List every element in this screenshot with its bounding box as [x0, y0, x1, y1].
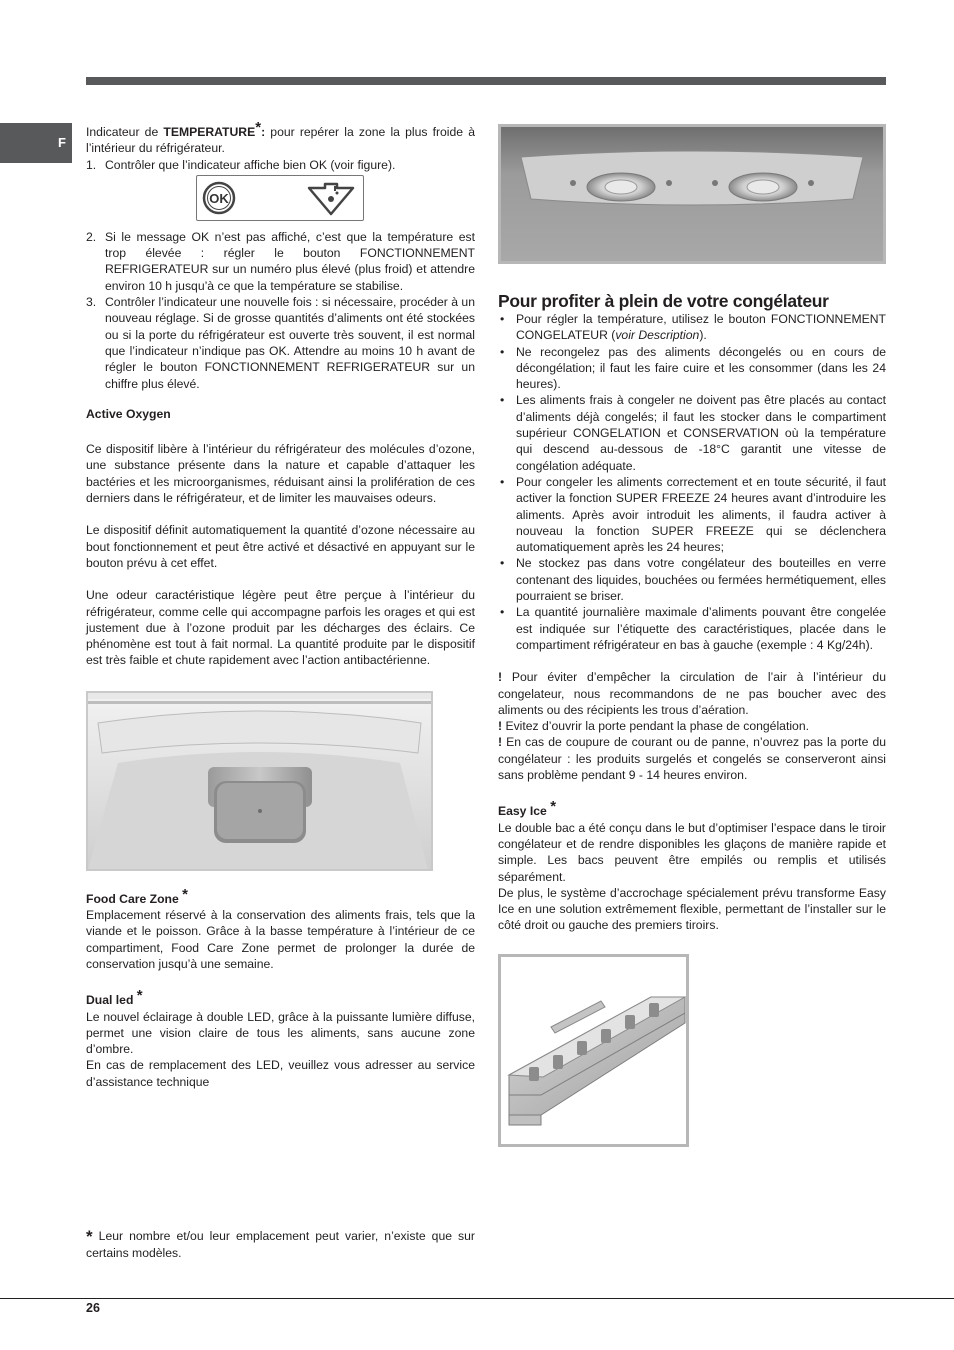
- ozone-device-illustration: [88, 693, 431, 869]
- left-column: [86, 119, 475, 1090]
- footnote-star: *: [86, 1227, 93, 1246]
- warning-icon: !: [498, 735, 503, 750]
- active-oxygen-paragraph: Une odeur caractéristique légère peut être perçue à l’intérieur du réfrigérateur, comme celle qui accompagne parfois les orages et qui est justement due à l’ozone produit par les décharges des éclairs. Ce phénomène est tout à fait normal. La quantité produite par le dispositif est très faible et chute rapidement avec l’action antibactérienne.: [86, 588, 475, 668]
- temperature-label: TEMPERATURE: [163, 125, 256, 139]
- warnings: [498, 669, 886, 783]
- active-oxygen-paragraph: Le dispositif définit automatiquement la quantité d’ozone nécessaire au bout fonctionnement et peut être activé et désactivé en appuyant sur le bouton prévu à cet effet.: [86, 523, 475, 570]
- footnote-star: *: [255, 119, 262, 136]
- temperature-steps-continued: [86, 229, 475, 392]
- temperature-steps: [86, 157, 475, 173]
- active-oxygen-photo: [86, 691, 433, 871]
- ice-tray-illustration: [501, 957, 686, 1144]
- footnote-star: *: [182, 885, 188, 903]
- warning-icon: !: [498, 670, 503, 685]
- step-item: 1. Contrôler que l’indicateur affiche bien OK (voir figure).: [86, 157, 396, 172]
- right-column: [498, 124, 886, 1147]
- footnote-star: *: [550, 798, 557, 816]
- freezer-tips-list: [498, 311, 886, 653]
- temperature-intro: Indicateur de TEMPERATURE*: pour repérer la zone la plus froide à l’intérieur du réfrigérateur.: [86, 119, 475, 156]
- dual-led-text: Le nouvel éclairage à double LED, grâce à la puissante lumière diffuse, permet une vision claire de tous les aliments, sans aucune zone d’ombre.: [86, 1009, 475, 1057]
- ok-text: OK: [209, 190, 229, 206]
- list-item: • Pour régler la température, utilisez le bouton FONCTIONNEMENT CONGELATEUR (voir Description).: [498, 311, 886, 344]
- easy-ice-text: De plus, le système d’accrochage spécialement prévu transforme Easy Ice en une solution extrêmement flexible, permettant de l’installer sur le côté droit ou gauche des premiers tiroirs.: [498, 885, 886, 933]
- step-item: 2. Si le message OK n’est pas affiché, c’est que la température est trop élevée : régler le bouton FONCTIONNEMENT REFRIGERATEUR sur un numéro plus élevé (plus froid) et attendre environ 10 h jusqu’à ce que la température se stabilise.: [86, 229, 475, 293]
- active-oxygen-paragraph: Ce dispositif libère à l’intérieur du réfrigérateur des molécules d’ozone, une substance présente dans la nature et capable d’attaquer les bactéries et les microorganismes, réduisant ainsi la prolifération de ces derniers dans le réfrigérateur, et de limiter les mauvaises odeurs.: [86, 442, 475, 506]
- freezer-section-title: Pour profiter à plein de votre congélateur: [498, 291, 829, 311]
- freezer-lights-photo: [498, 124, 886, 264]
- warning-icon: !: [498, 719, 503, 734]
- easy-ice-title: Easy Ice *: [498, 798, 557, 819]
- ceiling-led-illustration: [501, 127, 883, 261]
- language-tab: F: [0, 123, 72, 163]
- list-item: • Pour congeler les aliments correctement et en toute sécurité, il faut activer la fonction SUPER FREEZE 24 heures avant d’introduire les aliments. Après avoir introduit les aliments, il faudra activer à nouveau la fonction SUPER FREEZE qui se déclenchera automatiquement après les 24 heures;: [498, 474, 886, 555]
- footer-rule: [0, 1298, 954, 1299]
- ok-indicator-figure: [196, 175, 364, 221]
- dual-led-text: En cas de remplacement des LED, veuillez vous adresser au service d’assistance technique: [86, 1058, 475, 1089]
- food-care-title: Food Care Zone *: [86, 885, 188, 906]
- footnote: * Leur nombre et/ou leur emplacement peut varier, n’existe que sur certains modèles.: [86, 1227, 475, 1261]
- header-rule: [86, 77, 886, 85]
- list-item: • Ne recongelez pas des aliments décongelés ou en cours de décongélation; il faut les faire cuire et les consommer (dans les 24 heures).: [498, 344, 886, 393]
- warning-text: ! Evitez d’ouvrir la porte pendant la phase de congélation.: [498, 719, 809, 734]
- list-item: • La quantité journalière maximale d’aliments pouvant être congelée est indiquée sur l’étiquette des caractéristiques, placée dans le compartiment réfrigérateur en bas à gauche (exemple : 4 Kg/24h).: [498, 604, 886, 653]
- page-number: 26: [86, 1301, 100, 1315]
- step-item: 3. Contrôler l’indicateur une nouvelle fois : si nécessaire, procéder à un nouveau réglage. Si de grosse quantités d’aliments ont été stockées ou si la porte du réfrigérateur est ouverte très souvent, il est normal que l’indicateur n’indique pas OK. Attendre au moins 10 h avant de régler le bouton FONCTIONNEMENT REFRIGERATEUR sur un chiffre plus élevé.: [86, 295, 475, 391]
- list-item: • Les aliments frais à congeler ne doivent pas être placés au contact d’aliments déjà congelés; il faut les stocker dans le compartiment supérieur CONGELATION et CONSERVATION où la température qui descend au-dessous de -18°C garantit une vitesse de congélation adéquate.: [498, 392, 886, 473]
- footnote-star: *: [136, 987, 143, 1005]
- easy-ice-photo: [498, 954, 689, 1147]
- dual-led-title: Dual led *: [86, 987, 143, 1008]
- food-care-text: Emplacement réservé à la conservation des aliments frais, tels que la viande et le poisson. Grâce à la basse température à l’intérieur de ce compartiment, Food Care Zone permet de prolonger la durée de conservation jusqu’à une semaine.: [86, 908, 475, 971]
- list-item: • Ne stockez pas dans votre congélateur des bouteilles en verre contenant des liquides, bouchées ou fermées hermétiquement, elles pourraient se briser.: [498, 555, 886, 604]
- active-oxygen-title: Active Oxygen: [86, 406, 171, 421]
- warning-text: ! En cas de coupure de courant ou de panne, n’ouvrez pas la porte du congélateur : les produits surgelés et congelés se conserveront ainsi sans problème pendant 9 - 14 heures environ.: [498, 735, 886, 783]
- easy-ice-text: Le double bac a été conçu dans le but d’optimiser l’espace dans le tiroir congélateur et de rendre disponibles les glaçons de manière rapide et simple. Les bacs peuvent être empilés ou remplis et utilisés séparément.: [498, 820, 886, 884]
- warning-text: ! Pour éviter d’empêcher la circulation de l’air à l’intérieur du congelateur, nous recommandons de ne pas boucher avec des aliments ou des récipients les trous d’aération.: [498, 670, 886, 717]
- ok-indicator-icon: [197, 176, 363, 220]
